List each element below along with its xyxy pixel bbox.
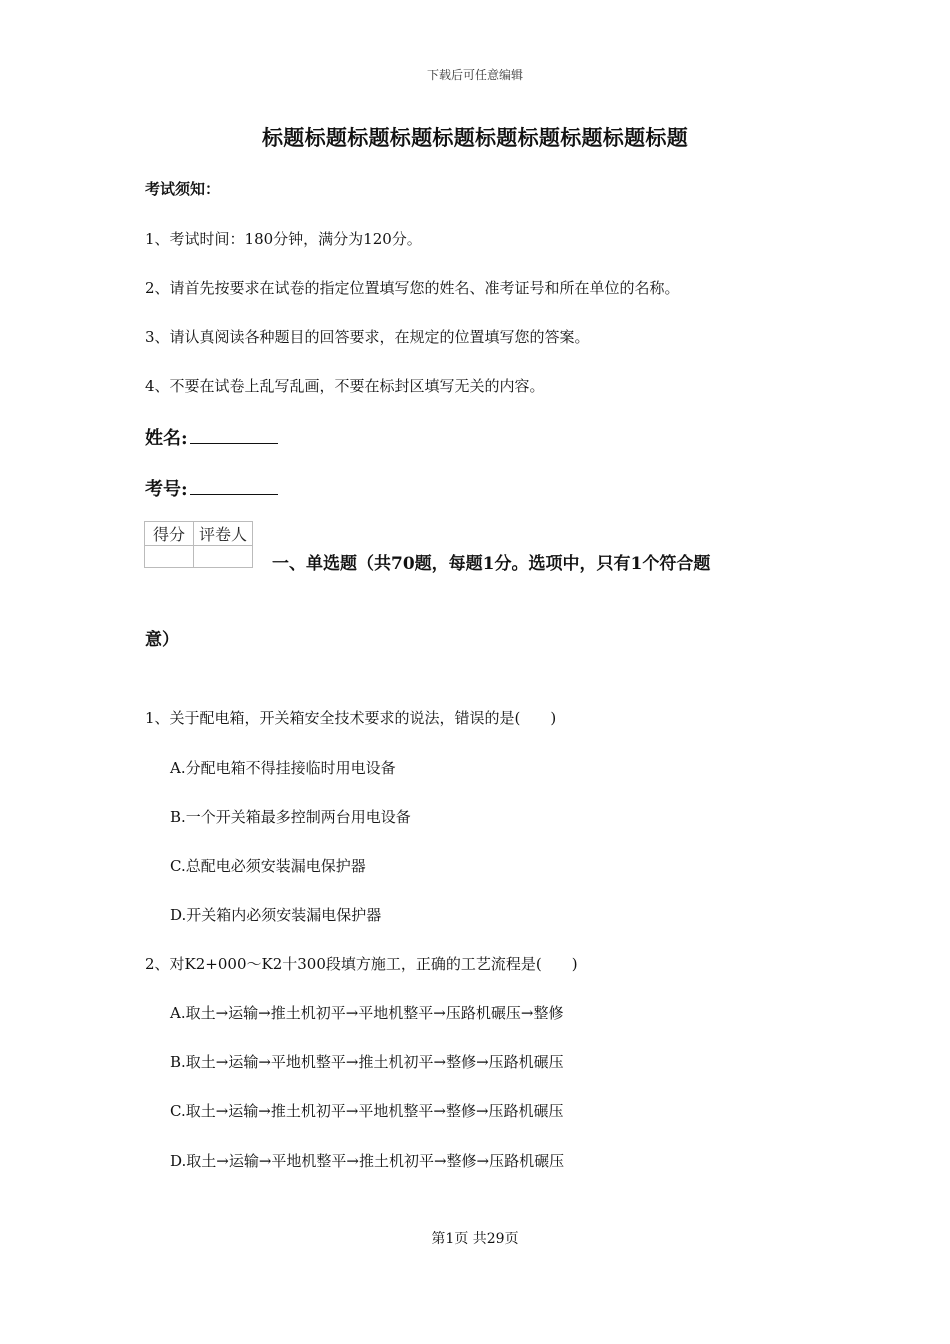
exam-id-label: 考号: bbox=[145, 479, 188, 500]
header-note: 下载后可任意编辑 bbox=[426, 68, 523, 82]
section-title: 一、单选题（共70题，每题1分。选项中，只有1个符合题 bbox=[272, 554, 711, 574]
notice-heading: 考试须知： bbox=[145, 180, 221, 198]
question-1-option-b: B.一个开关箱最多控制两台用电设备 bbox=[170, 808, 411, 826]
question-2-option-d: D.取土→运输→平地机整平→推土机初平→整修→压路机碾压 bbox=[170, 1152, 565, 1170]
score-table bbox=[144, 521, 253, 568]
section-title-continued: 意） bbox=[145, 630, 179, 650]
question-1-option-c: C.总配电必须安装漏电保护器 bbox=[170, 857, 366, 875]
exam-id-field bbox=[145, 475, 278, 501]
question-2: 2、对K2+000～K2十300段填方施工，正确的工艺流程是( ) bbox=[145, 955, 578, 973]
exam-id-blank[interactable] bbox=[190, 476, 278, 495]
grader-header: 评卷人 bbox=[194, 522, 253, 546]
name-label: 姓名: bbox=[145, 428, 188, 449]
name-field bbox=[145, 424, 278, 450]
question-1: 1、关于配电箱，开关箱安全技术要求的说法，错误的是( ) bbox=[145, 709, 557, 727]
question-2-option-a: A.取土→运输→推土机初平→平地机整平→压路机碾压→整修 bbox=[170, 1004, 564, 1022]
document-title: 标题标题标题标题标题标题标题标题标题标题 bbox=[262, 125, 688, 150]
question-2-option-b: B.取土→运输→平地机整平→推土机初平→整修→压路机碾压 bbox=[170, 1053, 564, 1071]
question-2-option-c: C.取土→运输→推土机初平→平地机整平→整修→压路机碾压 bbox=[170, 1102, 564, 1120]
notice-item-1: 1、考试时间：180分钟，满分为120分。 bbox=[145, 230, 422, 248]
grader-cell[interactable] bbox=[194, 546, 253, 568]
notice-item-3: 3、请认真阅读各种题目的回答要求，在规定的位置填写您的答案。 bbox=[145, 328, 590, 346]
name-blank[interactable] bbox=[190, 425, 278, 444]
score-header: 得分 bbox=[145, 522, 194, 546]
notice-item-4: 4、不要在试卷上乱写乱画，不要在标封区填写无关的内容。 bbox=[145, 377, 545, 395]
notice-item-2: 2、请首先按要求在试卷的指定位置填写您的姓名、准考证号和所在单位的名称。 bbox=[145, 279, 680, 297]
page-footer: 第1页 共29页 bbox=[431, 1231, 519, 1247]
question-1-option-a: A.分配电箱不得挂接临时用电设备 bbox=[170, 759, 396, 777]
question-1-option-d: D.开关箱内必须安装漏电保护器 bbox=[170, 906, 382, 924]
score-cell[interactable] bbox=[145, 546, 194, 568]
